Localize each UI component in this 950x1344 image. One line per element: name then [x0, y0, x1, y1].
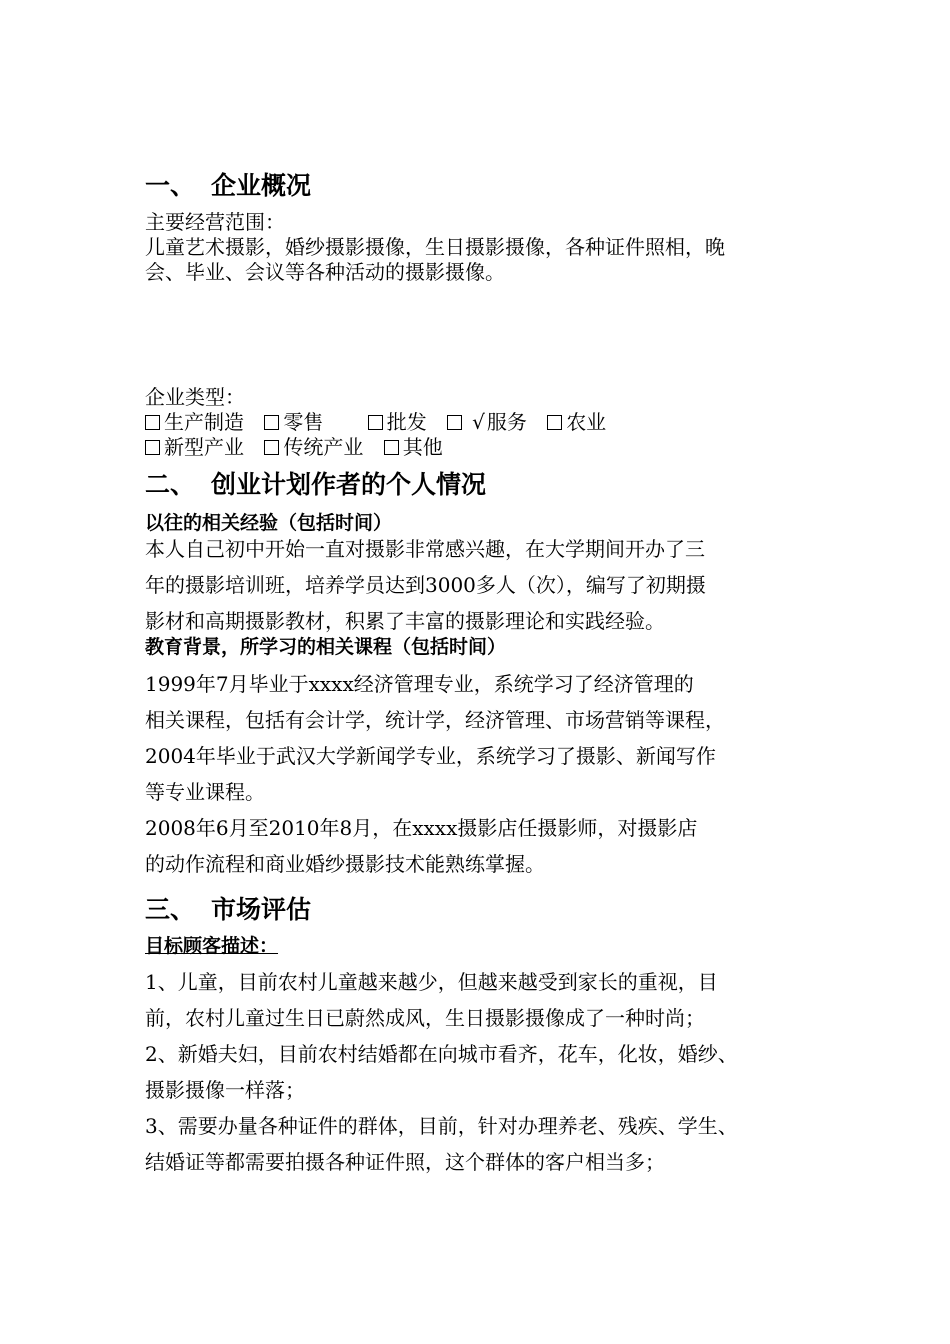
experience-paragraph: [145, 531, 810, 639]
target-customer-line: 结婚证等都需要拍摄各种证件照，这个群体的客户相当多；: [145, 1150, 665, 1174]
experience-line: 本人自己初中开始一直对摄影非常感兴趣，在大学期间开办了三: [145, 537, 705, 561]
checkbox-box-icon: [264, 415, 279, 430]
enterprise-type-label: 企业类型：: [145, 385, 245, 409]
checkbox-option[interactable]: [384, 435, 443, 460]
checkbox-box-icon: [145, 440, 160, 455]
checkbox-option[interactable]: [145, 410, 244, 435]
section-3-title: 市场评估: [211, 895, 312, 924]
checkbox-option[interactable]: [145, 435, 244, 460]
checkbox-box-icon: [447, 415, 462, 430]
section-2-number: 二、: [145, 470, 196, 499]
check-mark-icon: √: [472, 410, 485, 434]
target-customer-paragraph: [145, 964, 810, 1180]
education-line: 2004年毕业于武汉大学新闻学专业，系统学习了摄影、新闻写作: [145, 744, 716, 768]
section-2-title: 创业计划作者的个人情况: [211, 470, 487, 499]
checkbox-box-icon: [547, 415, 562, 430]
target-customer-line: 3、需要办量各种证件的群体，目前，针对办理养老、残疾、学生、: [145, 1114, 738, 1138]
target-customer-heading: 目标顾客描述：: [145, 935, 279, 957]
checkbox-option[interactable]: [368, 410, 427, 435]
section-1-heading: [145, 171, 311, 201]
education-line: 2008年6月至2010年8月，在xxxx摄影店任摄影师，对摄影店: [145, 816, 698, 840]
section-1-title: 企业概况: [211, 171, 312, 200]
experience-line: 年的摄影培训班，培养学员达到3000多人（次），编写了初期摄: [145, 573, 706, 597]
education-line: 相关课程，包括有会计学，统计学，经济管理、市场营销等课程，: [145, 708, 725, 732]
business-scope-line: 儿童艺术摄影，婚纱摄影摄像，生日摄影摄像，各种证件照相，晚: [145, 235, 725, 259]
section-2-heading: [145, 470, 486, 500]
checkbox-box-icon: [145, 415, 160, 430]
business-scope-label: 主要经营范围：: [145, 210, 285, 234]
target-customer-line: 1、儿童，目前农村儿童越来越少，但越来越受到家长的重视，目: [145, 970, 718, 994]
education-line: 等专业课程。: [145, 780, 265, 804]
checkbox-option[interactable]: [264, 435, 363, 460]
checkbox-option[interactable]: [264, 410, 323, 435]
education-heading: 教育背景，所学习的相关课程（包括时间）: [145, 636, 507, 658]
checkbox-label: 生产制造: [164, 410, 244, 434]
target-customer-line: 2、新婚夫妇，目前农村结婚都在向城市看齐，花车，化妆，婚纱、: [145, 1042, 738, 1066]
experience-heading: 以往的相关经验（包括时间）: [145, 512, 393, 534]
checkbox-label: 新型产业: [164, 435, 244, 459]
checkbox-label: 农业: [566, 410, 607, 434]
checkbox-box-icon: [264, 440, 279, 455]
enterprise-type-row-1: [145, 410, 620, 435]
experience-line: 影材和高期摄影教材，积累了丰富的摄影理论和实践经验。: [145, 609, 665, 633]
checkbox-label: 传统产业: [283, 435, 364, 459]
checkbox-box-icon: [368, 415, 383, 430]
checkbox-box-icon: [384, 440, 399, 455]
checkbox-option[interactable]: [547, 410, 606, 435]
checkbox-label: 零售: [283, 410, 324, 434]
target-customer-line: 前，农村儿童过生日已蔚然成风，生日摄影摄像成了一种时尚；: [145, 1006, 705, 1030]
education-paragraph: [145, 666, 810, 882]
checkbox-label: 批发: [386, 410, 427, 434]
enterprise-type-row-2: [145, 435, 457, 460]
checkbox-option-checked[interactable]: [447, 410, 527, 435]
business-scope-line: 会、毕业、会议等各种活动的摄影摄像。: [145, 260, 505, 284]
education-line: 1999年7月毕业于xxxx经济管理专业，系统学习了经济管理的: [145, 672, 694, 696]
section-1-number: 一、: [145, 171, 196, 200]
education-line: 的动作流程和商业婚纱摄影技术能熟练掌握。: [145, 852, 545, 876]
business-scope-block: [145, 210, 810, 285]
section-3-heading: [145, 895, 311, 925]
section-3-number: 三、: [145, 895, 196, 924]
checkbox-label: 其他: [402, 435, 443, 459]
target-customer-line: 摄影摄像一样落；: [145, 1078, 305, 1102]
checkbox-label: 服务: [486, 410, 527, 434]
